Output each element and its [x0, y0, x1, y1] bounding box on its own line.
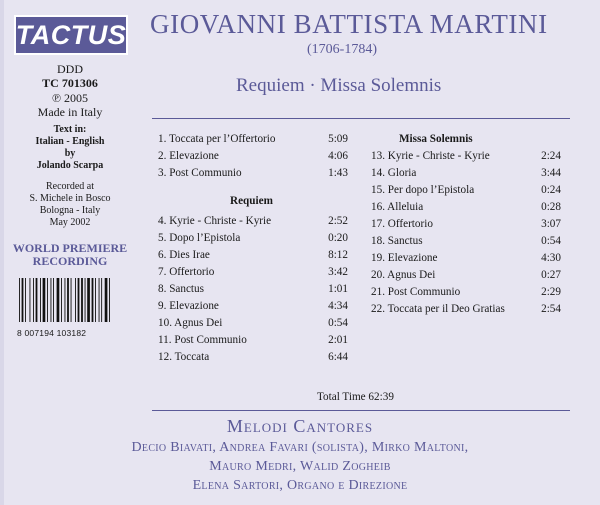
barcode-bar	[109, 278, 110, 322]
ensemble-members-line: Mauro Medri, Walid Zogheib	[209, 459, 391, 474]
track-duration: 3:42	[328, 266, 348, 278]
composer-dates: (1706-1784)	[307, 42, 377, 57]
section-heading-requiem: Requiem	[230, 195, 273, 207]
track-title: 10. Agnus Dei	[158, 317, 223, 329]
track-duration: 0:28	[541, 201, 561, 213]
barcode-bar	[36, 278, 38, 322]
track-duration: 4:06	[328, 150, 348, 162]
track-duration: 2:29	[541, 286, 561, 298]
track-title: 6. Dies Irae	[158, 249, 210, 261]
track-duration: 2:01	[328, 334, 348, 346]
text-in-line: by	[64, 148, 76, 159]
track-title: 21. Post Communio	[371, 286, 461, 298]
barcode-bar	[85, 278, 86, 322]
premiere-line: WORLD PREMIERE	[12, 241, 128, 255]
barcode-bar	[43, 278, 46, 322]
text-in-line: Jolando Scarpa	[36, 160, 104, 171]
text-in-credit	[0, 124, 140, 172]
premiere-line: RECORDING	[32, 254, 108, 268]
track-title: 13. Kyrie - Christe - Kyrie	[371, 150, 490, 162]
barcode-bar	[71, 278, 72, 322]
divider-bottom	[152, 410, 570, 411]
track-title: 18. Sanctus	[371, 235, 423, 247]
recorded-line: S. Michele in Bosco	[29, 193, 111, 204]
barcode-bar	[101, 278, 102, 322]
track-title: 19. Elevazione	[371, 252, 438, 264]
barcode-bar	[75, 278, 76, 322]
barcode-bar	[53, 278, 54, 322]
barcode-bar	[105, 278, 108, 322]
barcode-bar	[57, 278, 60, 322]
track-title: 11. Post Communio	[158, 334, 247, 346]
ensemble-name: Melodi Cantores	[226, 416, 374, 436]
track-duration: 0:24	[541, 184, 561, 196]
track-title: 9. Elevazione	[158, 300, 219, 312]
track-title: 5. Dopo l’Epistola	[158, 232, 241, 244]
world-premiere-badge	[0, 242, 140, 268]
track-title: 14. Gloria	[371, 167, 417, 179]
ensemble-director-line: Elena Sartori, Organo e Direzione	[192, 478, 408, 493]
divider-top	[152, 118, 570, 119]
track-title: 17. Offertorio	[371, 218, 433, 230]
ensemble-members-line: Decio Biavati, Andrea Favari (solista), Mirko Maltoni,	[131, 440, 469, 455]
track-duration: 1:43	[328, 167, 348, 179]
barcode-bar	[30, 278, 31, 322]
barcode-bar	[22, 278, 24, 322]
track-title: 16. Alleluia	[371, 201, 424, 213]
track-duration: 4:30	[541, 252, 561, 264]
barcode-bar	[19, 278, 20, 322]
track-title: 1. Toccata per l’Offertorio	[158, 133, 276, 145]
ddd-label: DDD	[57, 62, 83, 76]
track-title: 22. Toccata per il Deo Gratias	[371, 303, 505, 315]
total-time: Total Time 62:39	[317, 391, 394, 403]
track-duration: 4:34	[328, 300, 348, 312]
barcode-bar	[67, 278, 69, 322]
track-title: 2. Elevazione	[158, 150, 219, 162]
barcode-bar	[40, 278, 41, 322]
track-duration: 0:20	[328, 232, 348, 244]
track-duration: 2:52	[328, 215, 348, 227]
track-title: 15. Per dopo l’Epistola	[371, 184, 475, 196]
track-title: 3. Post Communio	[158, 167, 242, 179]
barcode	[17, 276, 117, 338]
track-title: 20. Agnus Dei	[371, 269, 436, 281]
barcode-graphic	[17, 276, 117, 326]
track-duration: 8:12	[328, 249, 348, 261]
made-in-label: Made in Italy	[37, 105, 103, 119]
composer-name: GIOVANNI BATTISTA MARTINI	[150, 9, 548, 39]
barcode-digits: 8 007194 103182	[17, 328, 87, 338]
copyright-year: ℗ 2005	[51, 91, 89, 105]
track-title: 7. Offertorio	[158, 266, 215, 278]
recorded-line: Bologna - Italy	[39, 205, 101, 216]
barcode-bar	[87, 278, 90, 322]
tactus-logo: TACTUS	[14, 15, 128, 55]
barcode-bar	[92, 278, 94, 322]
track-duration: 2:54	[541, 303, 561, 315]
track-duration: 0:27	[541, 269, 561, 281]
barcode-bar	[51, 278, 52, 322]
track-duration: 3:44	[541, 167, 561, 179]
recorded-line: May 2002	[49, 217, 91, 228]
barcode-bar	[65, 278, 66, 322]
barcode-bar	[47, 278, 48, 322]
text-in-line: Italian - English	[35, 136, 105, 147]
barcode-bar	[95, 278, 96, 322]
track-title: 12. Toccata	[158, 351, 210, 363]
track-duration: 0:54	[541, 235, 561, 247]
track-title: 4. Kyrie - Christe - Kyrie	[158, 215, 272, 227]
section-heading-missa: Missa Solemnis	[399, 133, 473, 145]
track-duration: 2:24	[541, 150, 561, 162]
track-duration: 1:01	[328, 283, 348, 295]
recording-info	[0, 181, 140, 229]
barcode-bar	[81, 278, 83, 322]
track-title: 8. Sanctus	[158, 283, 204, 295]
barcode-bar	[25, 278, 26, 322]
catalog-number: TC 701306	[42, 76, 98, 90]
track-duration: 6:44	[328, 351, 348, 363]
barcode-bar	[99, 278, 100, 322]
work-title: Requiem · Missa Solemnis	[236, 75, 442, 96]
track-duration: 3:07	[541, 218, 561, 230]
barcode-bar	[78, 278, 80, 322]
barcode-bar	[33, 278, 34, 322]
track-duration: 5:09	[328, 133, 348, 145]
recorded-line: Recorded at	[45, 181, 95, 192]
text-in-line: Text in:	[53, 124, 87, 135]
barcode-bar	[61, 278, 62, 322]
track-duration: 0:54	[328, 317, 348, 329]
